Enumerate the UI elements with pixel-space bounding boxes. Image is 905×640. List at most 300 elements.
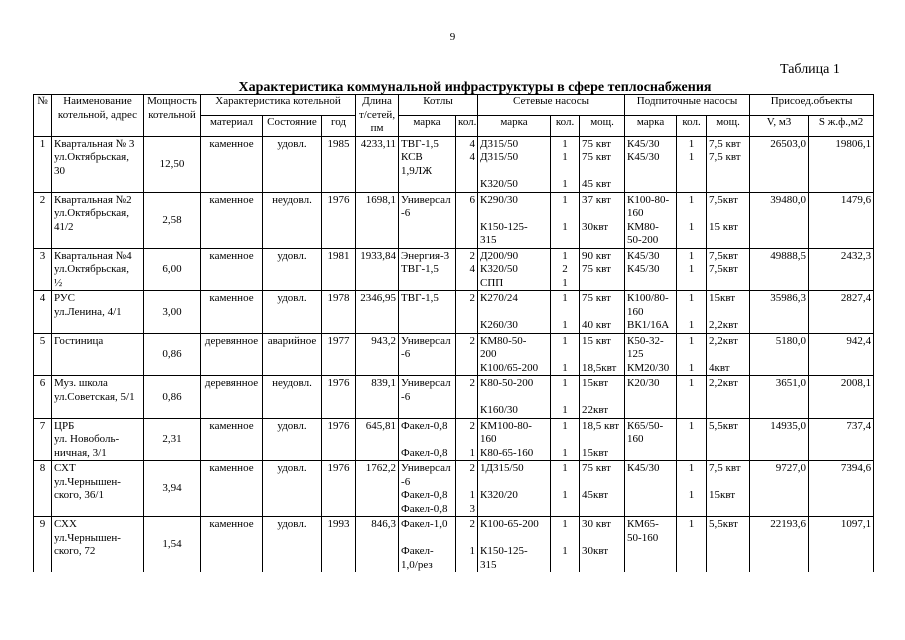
cell-net-power-line: 18,5квт <box>582 361 617 374</box>
cell-year: 1978 <box>322 291 356 334</box>
cell-boiler-brand <box>399 333 456 376</box>
cell-boiler-brand-line: КСВ <box>401 151 423 163</box>
cell-net-power-line <box>582 165 622 179</box>
cell-mk-brand-line: К100-80- <box>627 193 670 206</box>
cell-boiler-brand-line: Факел-0,8 <box>401 502 448 515</box>
cell-boiler-qty-line <box>458 559 475 573</box>
cell-boiler-brand <box>399 136 456 192</box>
cell-area: 2827,4 <box>809 291 874 334</box>
cell-name-line: ничная, 3/1 <box>54 446 107 459</box>
cell-boiler-qty-line <box>458 476 475 490</box>
cell-length: 1933,84 <box>356 248 399 291</box>
cell-net-qty-line: 1 <box>562 446 568 459</box>
cell-net-power-line: 40 квт <box>582 319 611 331</box>
cell-boiler-brand-line: ТВГ-1,5 <box>401 137 439 150</box>
cell-state: удовл. <box>263 461 322 517</box>
cell-mk-brand-line <box>627 476 674 490</box>
cell-net-brand-line: 160 <box>480 433 497 445</box>
cell-net-qty <box>551 291 580 334</box>
cell-boiler-qty-line <box>458 178 475 192</box>
cell-net-power-line <box>582 532 622 546</box>
cell-boiler-qty-line: 3 <box>469 502 476 515</box>
cell-net-brand-line: К320/20 <box>480 489 518 501</box>
cell-num: 1 <box>34 136 52 192</box>
cell-mk-qty-line: 1 <box>688 249 695 262</box>
cell-boiler-qty-line <box>458 221 475 235</box>
cell-boiler-brand-line <box>401 178 453 192</box>
cell-num: 5 <box>34 333 52 376</box>
cell-mk-brand-line <box>627 178 674 192</box>
header-makeup-pumps: Подпиточные насосы <box>625 95 750 116</box>
cell-power: 12,50 <box>144 136 201 192</box>
cell-mk-power-line <box>709 476 747 490</box>
cell-mk-power-line: 7,5квт <box>709 263 738 275</box>
cell-boiler-brand-line: Факел-0,8 <box>401 419 448 432</box>
cell-mk-power-line: 2,2квт <box>709 319 738 331</box>
cell-boiler-brand <box>399 461 456 517</box>
cell-net-qty-line: 1 <box>562 249 568 262</box>
cell-boiler-brand-line: 1,0/рез <box>401 558 433 571</box>
cell-boiler-qty-line <box>458 319 475 333</box>
cell-net-brand-line: К100/65-200 <box>480 361 539 374</box>
cell-net-qty-line: 1 <box>562 419 568 432</box>
cell-name-line: СХХ <box>54 518 77 530</box>
cell-material: каменное <box>201 461 263 517</box>
cell-net-qty-line <box>553 391 577 405</box>
cell-boiler-qty-line: 4 <box>469 263 476 275</box>
cell-mk-power-line: 15 квт <box>709 220 738 233</box>
header-material: материал <box>201 115 263 136</box>
cell-mk-qty-line <box>679 433 704 447</box>
cell-net-qty-line <box>553 207 577 221</box>
cell-mk-power <box>707 136 750 192</box>
cell-mk-qty-line <box>679 545 704 559</box>
cell-net-power-line: 30квт <box>582 545 609 557</box>
cell-net-power-line <box>582 391 622 405</box>
cell-mk-brand-line: 160 <box>627 207 644 219</box>
cell-mk-brand-line: К20/30 <box>627 377 660 389</box>
cell-material: каменное <box>201 291 263 334</box>
cell-net-power-line: 30 квт <box>582 518 611 530</box>
cell-net-power-line: 15 квт <box>582 334 611 347</box>
cell-net-qty-line: 1 <box>562 178 568 190</box>
cell-mk-brand-line <box>627 559 674 573</box>
cell-net-brand-line: К150-125- <box>480 545 528 557</box>
cell-mk-qty-line: 1 <box>688 193 695 206</box>
cell-net-brand <box>478 192 551 248</box>
cell-mk-qty <box>677 248 707 291</box>
cell-mk-power <box>707 291 750 334</box>
cell-mk-qty-line <box>679 234 704 248</box>
cell-net-power-line <box>582 433 622 447</box>
cell-boiler-brand <box>399 192 456 248</box>
cell-mk-brand-line <box>627 489 674 503</box>
cell-net-qty-line <box>553 503 577 517</box>
cell-mk-qty-line: 1 <box>688 319 695 331</box>
cell-mk-brand-line: КМ65- <box>627 518 659 530</box>
cell-net-brand <box>478 418 551 461</box>
cell-boiler-brand-line <box>401 532 453 546</box>
cell-mk-brand-line: К45/30 <box>627 263 660 275</box>
cell-boiler-brand-line: ТВГ-1,5 <box>401 292 439 304</box>
cell-boiler-brand-line: -6 <box>401 348 411 360</box>
cell-mk-brand <box>625 291 677 334</box>
cell-net-power-line <box>582 234 622 248</box>
cell-area: 1479,6 <box>809 192 874 248</box>
cell-name <box>52 136 144 192</box>
cell-net-power <box>580 376 625 419</box>
cell-boiler-qty-line: 2 <box>469 419 476 432</box>
cell-mk-brand <box>625 517 677 573</box>
cell-volume: 39480,0 <box>750 192 809 248</box>
cell-mk-qty-line: 1 <box>688 518 695 530</box>
cell-name-line: Квартальная №4 <box>54 249 132 262</box>
cell-boiler-qty-line <box>458 234 475 248</box>
cell-net-brand <box>478 333 551 376</box>
cell-num: 3 <box>34 248 52 291</box>
header-mk-power: мощ. <box>707 115 750 136</box>
cell-state: удовл. <box>263 248 322 291</box>
cell-net-brand-line: К320/50 <box>480 263 518 275</box>
cell-area: 942,4 <box>809 333 874 376</box>
cell-year: 1976 <box>322 376 356 419</box>
cell-mk-qty-line: 1 <box>688 263 695 275</box>
cell-mk-power-line: 7,5 квт <box>709 462 741 474</box>
cell-net-qty-line: 1 <box>562 404 568 416</box>
cell-boiler-qty <box>456 461 478 517</box>
cell-mk-brand-line <box>627 165 674 179</box>
cell-net-power-line: 90 квт <box>582 249 611 262</box>
cell-net-power <box>580 418 625 461</box>
cell-net-power-line: 37 квт <box>582 193 611 206</box>
cell-mk-brand-line: К45/30 <box>627 151 660 163</box>
cell-boiler-brand-line <box>401 221 453 235</box>
cell-mk-brand-line: ВК1/16А <box>627 319 670 331</box>
cell-boiler-qty-line: 1 <box>469 545 476 557</box>
cell-material: каменное <box>201 248 263 291</box>
cell-material: каменное <box>201 418 263 461</box>
cell-length: 1698,1 <box>356 192 399 248</box>
cell-material: деревянное <box>201 376 263 419</box>
cell-mk-power-line <box>709 391 747 405</box>
cell-name-line <box>54 404 141 418</box>
cell-net-brand-line: 200 <box>480 348 497 360</box>
cell-mk-power <box>707 192 750 248</box>
cell-net-brand-line: Д315/50 <box>480 137 519 150</box>
cell-num: 4 <box>34 291 52 334</box>
cell-volume: 9727,0 <box>750 461 809 517</box>
cell-mk-qty-line <box>679 447 704 461</box>
heat-supply-table <box>33 94 874 572</box>
cell-mk-power-line <box>709 545 747 559</box>
cell-name-line: ул.Октябрьская, <box>54 263 129 275</box>
cell-mk-brand-line: КМ20/30 <box>627 361 670 374</box>
cell-name-line: РУС <box>54 292 75 304</box>
cell-name-line: Гостиница <box>54 334 104 347</box>
cell-name-line: ЦРБ <box>54 419 75 432</box>
header-name-line1: Наименование <box>63 95 132 107</box>
cell-name <box>52 418 144 461</box>
cell-net-power-line: 75 квт <box>582 151 611 163</box>
cell-boiler-qty-line <box>458 277 475 291</box>
cell-mk-power-line <box>709 165 747 179</box>
cell-boiler-brand-line: Факел-0,8 <box>401 446 448 459</box>
cell-net-power <box>580 192 625 248</box>
cell-state: удовл. <box>263 291 322 334</box>
cell-net-power-line: 75 квт <box>582 137 611 150</box>
cell-volume: 5180,0 <box>750 333 809 376</box>
table-label: Таблица 1 <box>780 62 840 77</box>
cell-mk-power-line: 15квт <box>709 292 736 304</box>
cell-volume: 3651,0 <box>750 376 809 419</box>
cell-net-power <box>580 333 625 376</box>
cell-net-qty-line: 1 <box>562 276 568 289</box>
cell-net-brand-line: К260/30 <box>480 319 518 331</box>
cell-area: 1097,1 <box>809 517 874 573</box>
cell-mk-power-line: 7,5 квт <box>709 137 741 150</box>
cell-boiler-qty-line <box>458 306 475 320</box>
cell-net-brand <box>478 376 551 419</box>
cell-boiler-brand-line: Факел-1,0 <box>401 518 448 530</box>
cell-boiler-brand <box>399 418 456 461</box>
header-year: год <box>322 115 356 136</box>
cell-mk-qty-line: 1 <box>688 334 695 347</box>
cell-name-line: ул.Чернышен- <box>54 475 121 488</box>
cell-year: 1981 <box>322 248 356 291</box>
cell-mk-power <box>707 333 750 376</box>
cell-net-qty-line: 1 <box>562 377 568 389</box>
cell-name-line: ул.Советская, 5/1 <box>54 390 135 403</box>
cell-boiler-brand <box>399 376 456 419</box>
cell-boiler-qty <box>456 136 478 192</box>
cell-mk-power-line <box>709 306 747 320</box>
cell-net-brand-line: К100-65-200 <box>480 518 539 530</box>
cell-name-line: ул.Чернышен- <box>54 531 121 544</box>
cell-net-qty <box>551 376 580 419</box>
cell-net-qty <box>551 248 580 291</box>
cell-volume: 14935,0 <box>750 418 809 461</box>
cell-mk-power-line: 4квт <box>709 361 730 374</box>
cell-net-qty-line <box>553 165 577 179</box>
cell-power: 0,86 <box>144 333 201 376</box>
cell-name <box>52 461 144 517</box>
cell-area: 7394,6 <box>809 461 874 517</box>
cell-net-brand-line: 315 <box>480 558 497 571</box>
cell-boiler-brand-line <box>401 234 453 248</box>
page-number: 9 <box>449 31 456 43</box>
header-net-power: мощ. <box>580 115 625 136</box>
cell-year: 1993 <box>322 517 356 573</box>
cell-boiler-brand-line <box>401 362 453 376</box>
cell-mk-brand-line: К100/80- <box>627 292 669 304</box>
cell-material: каменное <box>201 136 263 192</box>
table-row <box>34 291 874 334</box>
cell-state: удовл. <box>263 136 322 192</box>
cell-net-brand-line: К270/24 <box>480 292 518 304</box>
header-length-line1: Длина <box>362 95 392 107</box>
cell-net-brand-line <box>480 532 548 546</box>
cell-mk-qty-line: 1 <box>688 377 695 389</box>
cell-state: аварийное <box>263 333 322 376</box>
cell-state: неудовл. <box>263 376 322 419</box>
cell-mk-power-line <box>709 433 747 447</box>
cell-net-power-line: 15квт <box>582 446 609 459</box>
cell-mk-brand <box>625 333 677 376</box>
cell-net-brand-line <box>480 165 548 179</box>
cell-net-qty-line: 1 <box>562 151 568 163</box>
header-net-brand: марка <box>478 115 551 136</box>
cell-power: 3,00 <box>144 291 201 334</box>
header-state: Состояние <box>263 115 322 136</box>
cell-boiler-qty-line <box>458 404 475 418</box>
cell-boiler-brand-line: Универсал <box>401 193 451 206</box>
cell-mk-power-line: 7,5квт <box>709 193 738 206</box>
cell-mk-power-line <box>709 277 747 291</box>
cell-mk-qty-line <box>679 404 704 418</box>
header-name <box>52 95 144 137</box>
table-body <box>34 136 874 572</box>
cell-year: 1977 <box>322 333 356 376</box>
cell-mk-brand-line <box>627 277 674 291</box>
cell-mk-brand-line <box>627 404 674 418</box>
cell-mk-brand <box>625 192 677 248</box>
cell-boiler-qty <box>456 248 478 291</box>
cell-name-line: ул.Октябрьская, <box>54 151 129 163</box>
cell-power: 3,94 <box>144 461 201 517</box>
cell-mk-brand <box>625 418 677 461</box>
table-row <box>34 333 874 376</box>
cell-net-qty-line: 1 <box>562 137 568 150</box>
header-power-line1: Мощность <box>147 95 197 107</box>
cell-mk-power-line <box>709 207 747 221</box>
cell-net-qty <box>551 517 580 573</box>
cell-mk-brand-line: К65/50- <box>627 419 664 432</box>
cell-mk-power-line: 7,5квт <box>709 249 738 262</box>
cell-mk-qty-line: 1 <box>688 292 695 304</box>
cell-boiler-brand-line <box>401 277 453 291</box>
cell-net-power-line: 75 квт <box>582 292 611 304</box>
cell-name-line: ул.Октябрьская, <box>54 207 129 219</box>
cell-state: удовл. <box>263 418 322 461</box>
cell-boiler-brand <box>399 248 456 291</box>
cell-mk-brand <box>625 461 677 517</box>
cell-net-power <box>580 248 625 291</box>
cell-net-qty-line: 1 <box>562 319 568 331</box>
header-boiler-brand: марка <box>399 115 456 136</box>
cell-state: неудовл. <box>263 192 322 248</box>
cell-name <box>52 291 144 334</box>
cell-net-power-line: 30квт <box>582 220 609 233</box>
cell-volume: 22193,6 <box>750 517 809 573</box>
cell-area: 19806,1 <box>809 136 874 192</box>
header-num: № <box>34 95 52 137</box>
cell-mk-power <box>707 248 750 291</box>
cell-mk-qty-line <box>679 391 704 405</box>
cell-net-brand <box>478 461 551 517</box>
cell-boiler-qty <box>456 192 478 248</box>
header-volume: V, м3 <box>750 115 809 136</box>
cell-mk-qty-line: 1 <box>688 489 695 501</box>
cell-boiler-qty <box>456 517 478 573</box>
cell-name <box>52 248 144 291</box>
cell-boiler-qty-line <box>458 362 475 376</box>
cell-mk-qty-line: 1 <box>688 361 695 374</box>
page-title: Характеристика коммунальной инфраструктуры в сфере теплоснабжения <box>238 80 712 95</box>
cell-net-power-line <box>582 207 622 221</box>
cell-mk-brand-line: К45/30 <box>627 137 660 150</box>
cell-net-qty-line <box>553 348 577 362</box>
cell-area: 737,4 <box>809 418 874 461</box>
cell-mk-qty <box>677 376 707 419</box>
cell-boiler-brand-line: -6 <box>401 207 411 219</box>
cell-mk-brand <box>625 136 677 192</box>
cell-power: 1,54 <box>144 517 201 573</box>
cell-length: 846,3 <box>356 517 399 573</box>
cell-mk-power-line <box>709 234 747 248</box>
cell-boiler-brand-line <box>401 404 453 418</box>
cell-name-line <box>54 348 141 362</box>
cell-net-qty <box>551 192 580 248</box>
header-power <box>144 95 201 137</box>
cell-net-qty-line: 1 <box>562 193 568 206</box>
table-row <box>34 418 874 461</box>
header-net-qty: кол. <box>551 115 580 136</box>
cell-name-line <box>54 319 141 333</box>
cell-boiler-qty <box>456 418 478 461</box>
cell-net-qty-line: 1 <box>562 462 568 474</box>
cell-mk-qty-line <box>679 476 704 490</box>
cell-net-brand-line: 1Д315/50 <box>480 462 524 474</box>
cell-boiler-qty <box>456 376 478 419</box>
cell-net-qty <box>551 333 580 376</box>
cell-net-qty-line: 2 <box>562 263 568 275</box>
cell-boiler-qty-line: 2 <box>469 462 476 474</box>
cell-num: 9 <box>34 517 52 573</box>
cell-mk-qty-line: 1 <box>688 220 695 233</box>
cell-mk-qty-line: 1 <box>688 462 695 474</box>
cell-volume: 49888,5 <box>750 248 809 291</box>
cell-net-brand-line: К150-125- <box>480 220 528 233</box>
cell-boiler-qty-line <box>458 391 475 405</box>
table-row <box>34 248 874 291</box>
cell-mk-power-line <box>709 503 747 517</box>
cell-boiler-brand-line: -6 <box>401 390 411 403</box>
cell-net-brand-line: Д200/90 <box>480 249 519 262</box>
cell-mk-power-line <box>709 447 747 461</box>
cell-net-brand-line: 315 <box>480 234 497 246</box>
cell-boiler-brand-line: -6 <box>401 475 411 488</box>
cell-volume: 26503,0 <box>750 136 809 192</box>
cell-mk-power-line: 15квт <box>709 489 736 501</box>
cell-mk-qty <box>677 333 707 376</box>
cell-net-power-line <box>582 503 622 517</box>
cell-net-power-line: 15квт <box>582 377 609 389</box>
cell-net-brand <box>478 136 551 192</box>
cell-boiler-brand-line: Факел-0,8 <box>401 489 448 501</box>
cell-net-qty-line <box>553 306 577 320</box>
cell-net-power <box>580 517 625 573</box>
cell-boiler-brand-line: ТВГ-1,5 <box>401 263 439 275</box>
cell-mk-power <box>707 418 750 461</box>
cell-boiler-qty-line <box>458 433 475 447</box>
cell-mk-brand-line: К50-32- <box>627 334 664 347</box>
cell-power: 2,58 <box>144 192 201 248</box>
cell-boiler-brand-line: Универсал <box>401 334 451 347</box>
cell-net-power-line <box>582 476 622 490</box>
header-mk-qty: кол. <box>677 115 707 136</box>
cell-length: 2346,95 <box>356 291 399 334</box>
cell-material: деревянное <box>201 333 263 376</box>
